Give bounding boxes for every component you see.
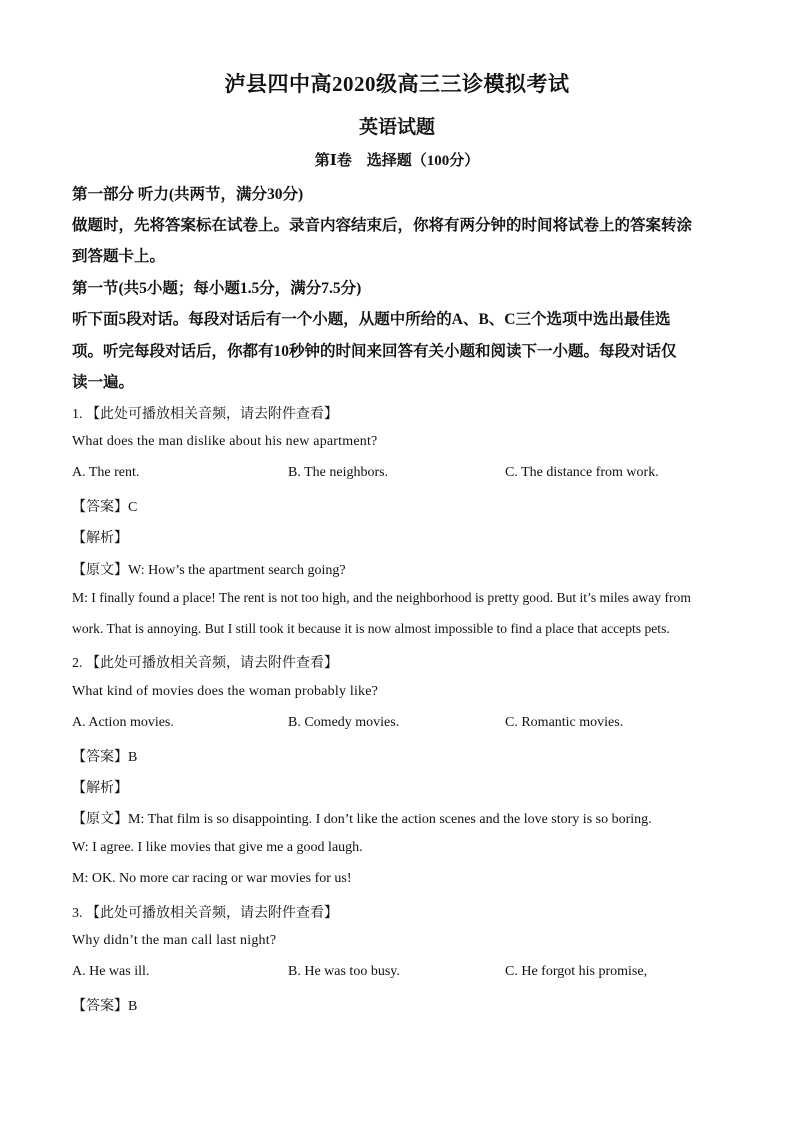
- option-a: A. Action movies.: [72, 715, 174, 730]
- transcript-line: 【原文】W: How’s the apartment search going?: [72, 563, 346, 578]
- part-instruction-line: 到答题卡上。: [72, 248, 166, 265]
- volume-heading: 第Ⅰ卷 选择题（100分）: [314, 153, 480, 169]
- answer-label: 【答案】B: [72, 750, 138, 765]
- transcript-line: 【原文】M: That film is so disappointing. I don’t like the action scenes and the love story is so boring.: [72, 812, 652, 827]
- question-number-audio-link[interactable]: 3. 【此处可播放相关音频，请去附件查看】: [72, 906, 338, 921]
- question-number-audio-link[interactable]: 2. 【此处可播放相关音频，请去附件查看】: [72, 656, 338, 671]
- part-instruction-line: 做题时，先将答案标在试卷上。录音内容结束后，你将有两分钟的时间将试卷上的答案转涂: [72, 217, 693, 234]
- section-heading: 第一节(共5小题；每小题1.5分，满分7.5分): [72, 280, 362, 297]
- option-b: B. The neighbors.: [288, 465, 389, 480]
- question-number-audio-link[interactable]: 1. 【此处可播放相关音频，请去附件查看】: [72, 407, 338, 422]
- analysis-label: 【解析】: [72, 531, 128, 546]
- section-instruction-line: 读一遍。: [72, 374, 135, 391]
- section-instruction-line: 项。听完每段对话后，你都有10秒钟的时间来回答有关小题和阅读下一小题。每段对话仅: [72, 343, 677, 360]
- option-c: C. Romantic movies.: [505, 715, 624, 730]
- option-b: B. Comedy movies.: [288, 715, 400, 730]
- transcript-line: M: I finally found a place! The rent is not too high, and the neighborhood is pretty good. But it’s miles away from: [72, 590, 691, 605]
- part-heading: 第一部分 听力(共两节，满分30分): [72, 186, 304, 203]
- option-a: A. He was ill.: [72, 964, 150, 979]
- option-b: B. He was too busy.: [288, 964, 400, 979]
- answer-label: 【答案】C: [72, 500, 138, 515]
- option-a: A. The rent.: [72, 465, 140, 480]
- analysis-label: 【解析】: [72, 781, 128, 796]
- question-text: What kind of movies does the woman probably like?: [72, 684, 379, 699]
- answer-label: 【答案】B: [72, 999, 138, 1014]
- transcript-line: W: I agree. I like movies that give me a good laugh.: [72, 840, 363, 855]
- exam-subject: 英语试题: [358, 117, 435, 138]
- transcript-line: M: OK. No more car racing or war movies for us!: [72, 871, 352, 886]
- section-instruction-line: 听下面5段对话。每段对话后有一个小题，从题中所给的A、B、C三个选项中选出最佳选: [72, 311, 671, 328]
- exam-title: 泸县四中高2020级高三三诊模拟考试: [224, 72, 570, 96]
- option-c: C. The distance from work.: [505, 465, 659, 480]
- option-c: C. He forgot his promise,: [505, 964, 648, 979]
- question-text: Why didn’t the man call last night?: [72, 933, 277, 948]
- transcript-line: work. That is annoying. But I still took it because it is now almost impossible to find a place that accepts pets.: [72, 621, 670, 636]
- question-text: What does the man dislike about his new apartment?: [72, 434, 378, 449]
